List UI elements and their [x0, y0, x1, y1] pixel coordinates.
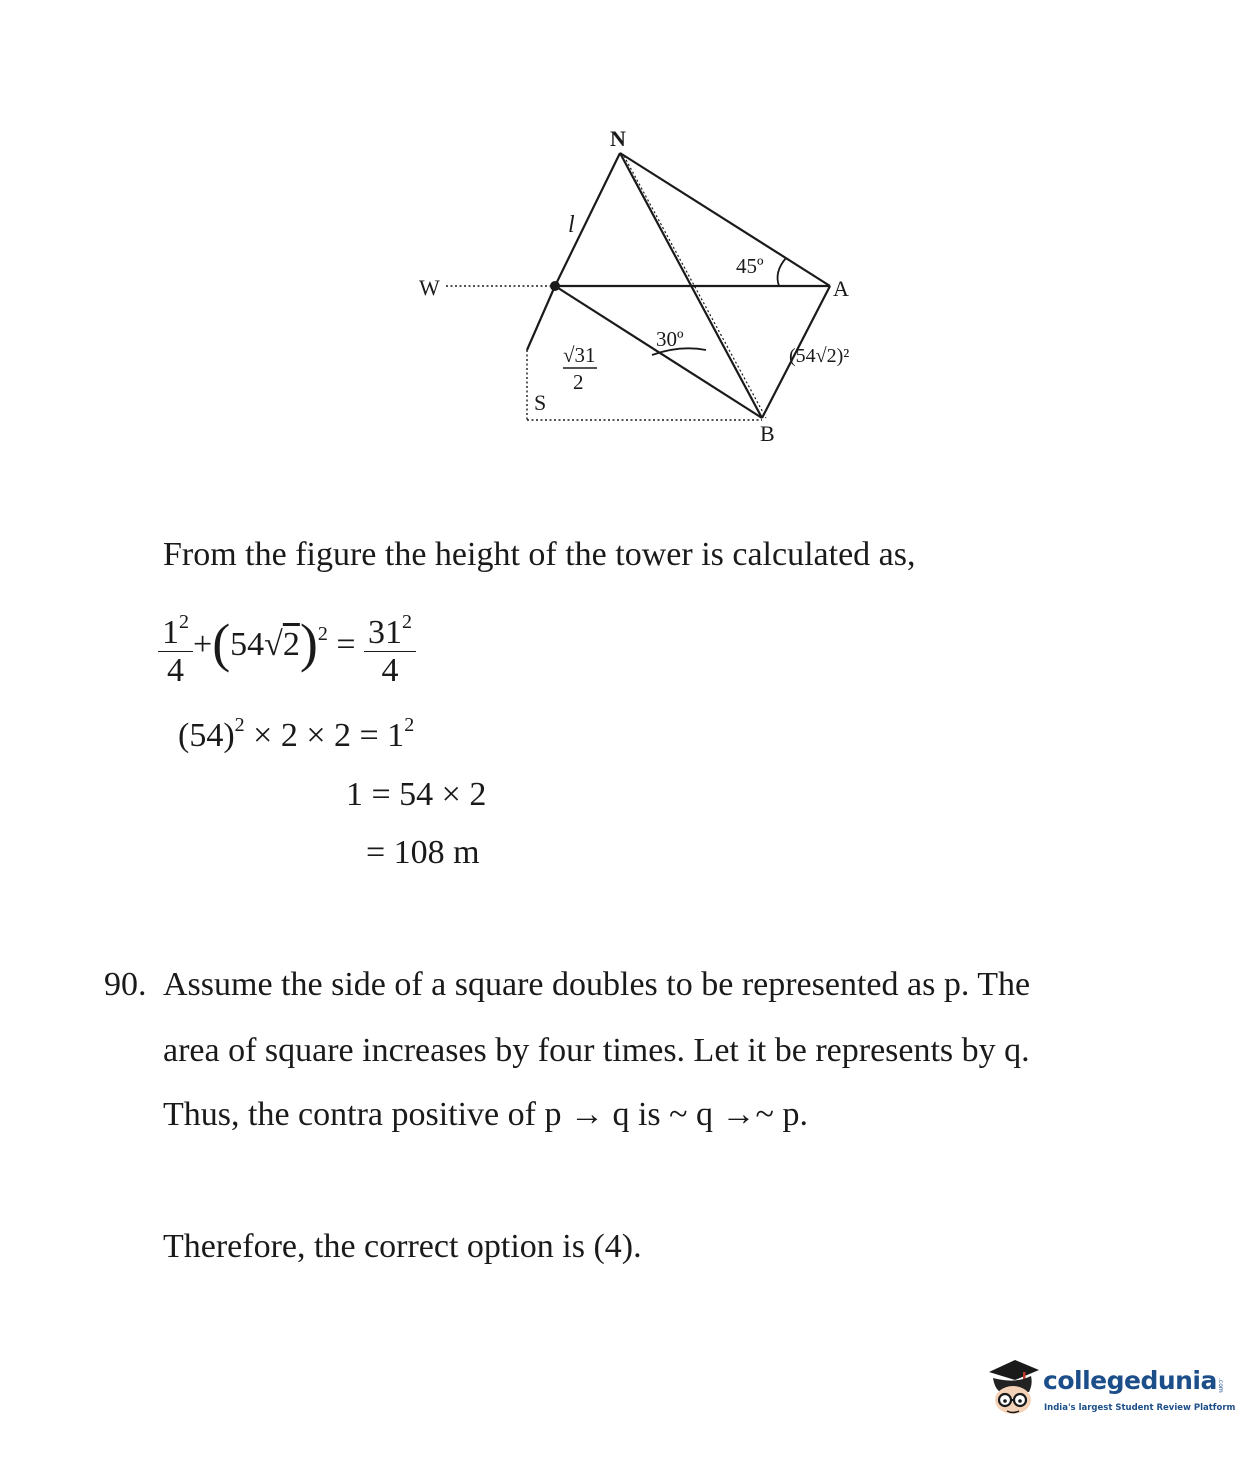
- solution-intro: From the figure the height of the tower is calculated as,: [163, 536, 916, 573]
- question-90-line-3: Thus, the contra positive of p → q is ~ q →~ p.: [163, 1096, 808, 1133]
- question-90-line-2: area of square increases by four times. Let it be represents by q.: [163, 1032, 1030, 1069]
- collegedunia-logo: [985, 1356, 1236, 1426]
- label-s: S: [534, 390, 547, 415]
- line-n-c: [555, 153, 620, 286]
- label-a: A: [833, 276, 849, 301]
- logo-brand-row: [1043, 1366, 1224, 1395]
- equation-2: $(54)^2 \times 2 \times 2 = 1^2$: [178, 714, 415, 754]
- question-90-number: 90.: [104, 966, 147, 1003]
- question-90-line-1: Assume the side of a square doubles to be represented as p. The: [163, 966, 1031, 1003]
- label-angle-30: 30º: [656, 327, 684, 351]
- equation-3: 1 = 54 × 2: [346, 776, 487, 813]
- line-n-a: [620, 153, 830, 286]
- label-ab-length: (54√2)²: [789, 345, 850, 367]
- logo-brand-text: collegedunia: [1043, 1366, 1217, 1395]
- conclusion: Therefore, the correct option is (4).: [163, 1228, 642, 1265]
- label-side-l: l: [568, 212, 575, 238]
- point-c: [550, 281, 560, 291]
- label-n: N: [610, 126, 626, 151]
- equation-1: $\frac{1^2}{4}$ $+(54√2)^2$ = $\frac{31^2}{4}$: [158, 604, 416, 690]
- angle-arc-45: [778, 258, 786, 286]
- eq1-fraction-2: $\frac{31^2}{4}$: [364, 604, 416, 690]
- logo-brand-suffix: .com: [1216, 1377, 1224, 1393]
- mascot-icon: [985, 1356, 1041, 1418]
- eq1-fraction-1: $\frac{1^2}{4}$: [158, 604, 193, 690]
- label-w: W: [419, 275, 440, 300]
- logo-tagline: India's largest Student Review Platform: [1044, 1403, 1236, 1413]
- label-angle-45: 45º: [736, 254, 764, 278]
- label-b: B: [760, 421, 775, 446]
- tower-geometry-figure: [0, 0, 1243, 470]
- label-frac-num: √31: [563, 343, 596, 367]
- label-frac-den: 2: [573, 370, 584, 394]
- equation-4: = 108 m: [366, 834, 480, 871]
- line-c-s: [527, 286, 555, 350]
